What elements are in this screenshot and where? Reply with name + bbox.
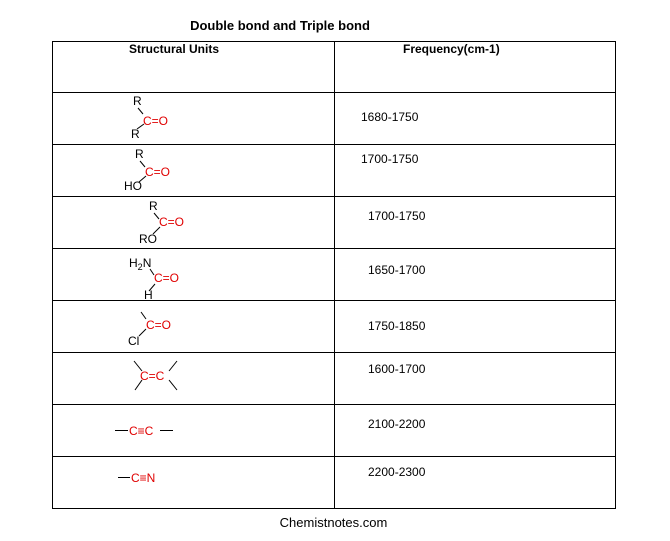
table-row	[53, 353, 616, 405]
frequency-column-header: Frequency(cm-1)	[335, 42, 616, 93]
table-header-row	[53, 42, 616, 93]
alkene-structure	[53, 353, 334, 404]
substituent-top: R	[135, 147, 144, 161]
functional-group: C≡C	[129, 424, 154, 438]
substituent-top: $H_2N$	[129, 256, 152, 272]
structure-cell	[53, 249, 335, 301]
alkyne-structure	[53, 405, 334, 456]
substituent-bottom: HO	[124, 179, 142, 193]
acyl-chloride-structure	[53, 301, 334, 352]
substituent-top: R	[133, 94, 142, 108]
frequency-cell	[335, 249, 616, 301]
frequency-cell	[335, 197, 616, 249]
frequency-value: 1750-1850	[368, 319, 426, 333]
functional-group: C=O	[154, 271, 180, 285]
footer-source: Chemistnotes.com	[279, 515, 388, 530]
structure-cell	[53, 457, 335, 509]
substituent-bottom: Cl	[128, 334, 140, 348]
frequency-cell	[335, 145, 616, 197]
table-row	[53, 93, 616, 145]
amide-structure	[53, 249, 334, 300]
frequency-value: 1700-1750	[368, 209, 426, 223]
functional-group: C=C	[140, 369, 165, 383]
frequency-cell	[335, 457, 616, 509]
structure-cell	[53, 93, 335, 145]
functional-group: C≡N	[131, 471, 156, 485]
functional-group: C=O	[146, 318, 172, 332]
frequency-value: 1650-1700	[368, 263, 426, 277]
functional-group: C=O	[143, 114, 169, 128]
structure-cell	[53, 197, 335, 249]
structure-cell	[53, 353, 335, 405]
frequency-value: 2100-2200	[368, 417, 426, 431]
frequency-value: 1680-1750	[361, 110, 419, 124]
table-row	[53, 405, 616, 457]
nitrile-structure	[53, 457, 334, 508]
frequency-cell	[335, 93, 616, 145]
ketone-structure	[53, 93, 334, 144]
table-row	[53, 457, 616, 509]
substituent-bottom: R	[131, 127, 140, 141]
substituent-top: R	[149, 199, 158, 213]
substituent-bottom: RO	[139, 232, 157, 246]
frequency-value: 1600-1700	[368, 362, 426, 376]
frequency-value: 2200-2300	[368, 465, 426, 479]
functional-group: C=O	[145, 165, 171, 179]
table-row	[53, 301, 616, 353]
carboxylic-acid-structure	[53, 145, 334, 196]
frequency-cell	[335, 353, 616, 405]
ester-structure	[53, 197, 334, 248]
structure-cell	[53, 301, 335, 353]
table-row	[53, 145, 616, 197]
structure-cell	[53, 405, 335, 457]
functional-group: C=O	[159, 215, 185, 229]
table-row	[53, 249, 616, 301]
frequency-value: 1700-1750	[361, 152, 419, 166]
frequency-cell	[335, 405, 616, 457]
frequency-cell	[335, 301, 616, 353]
structure-cell	[53, 145, 335, 197]
table-row	[53, 197, 616, 249]
structure-column-header: Structural Units	[53, 42, 335, 93]
ir-frequency-table	[52, 41, 616, 509]
substituent-bottom: H	[144, 288, 153, 300]
page-title: Double bond and Triple bond	[190, 18, 370, 33]
